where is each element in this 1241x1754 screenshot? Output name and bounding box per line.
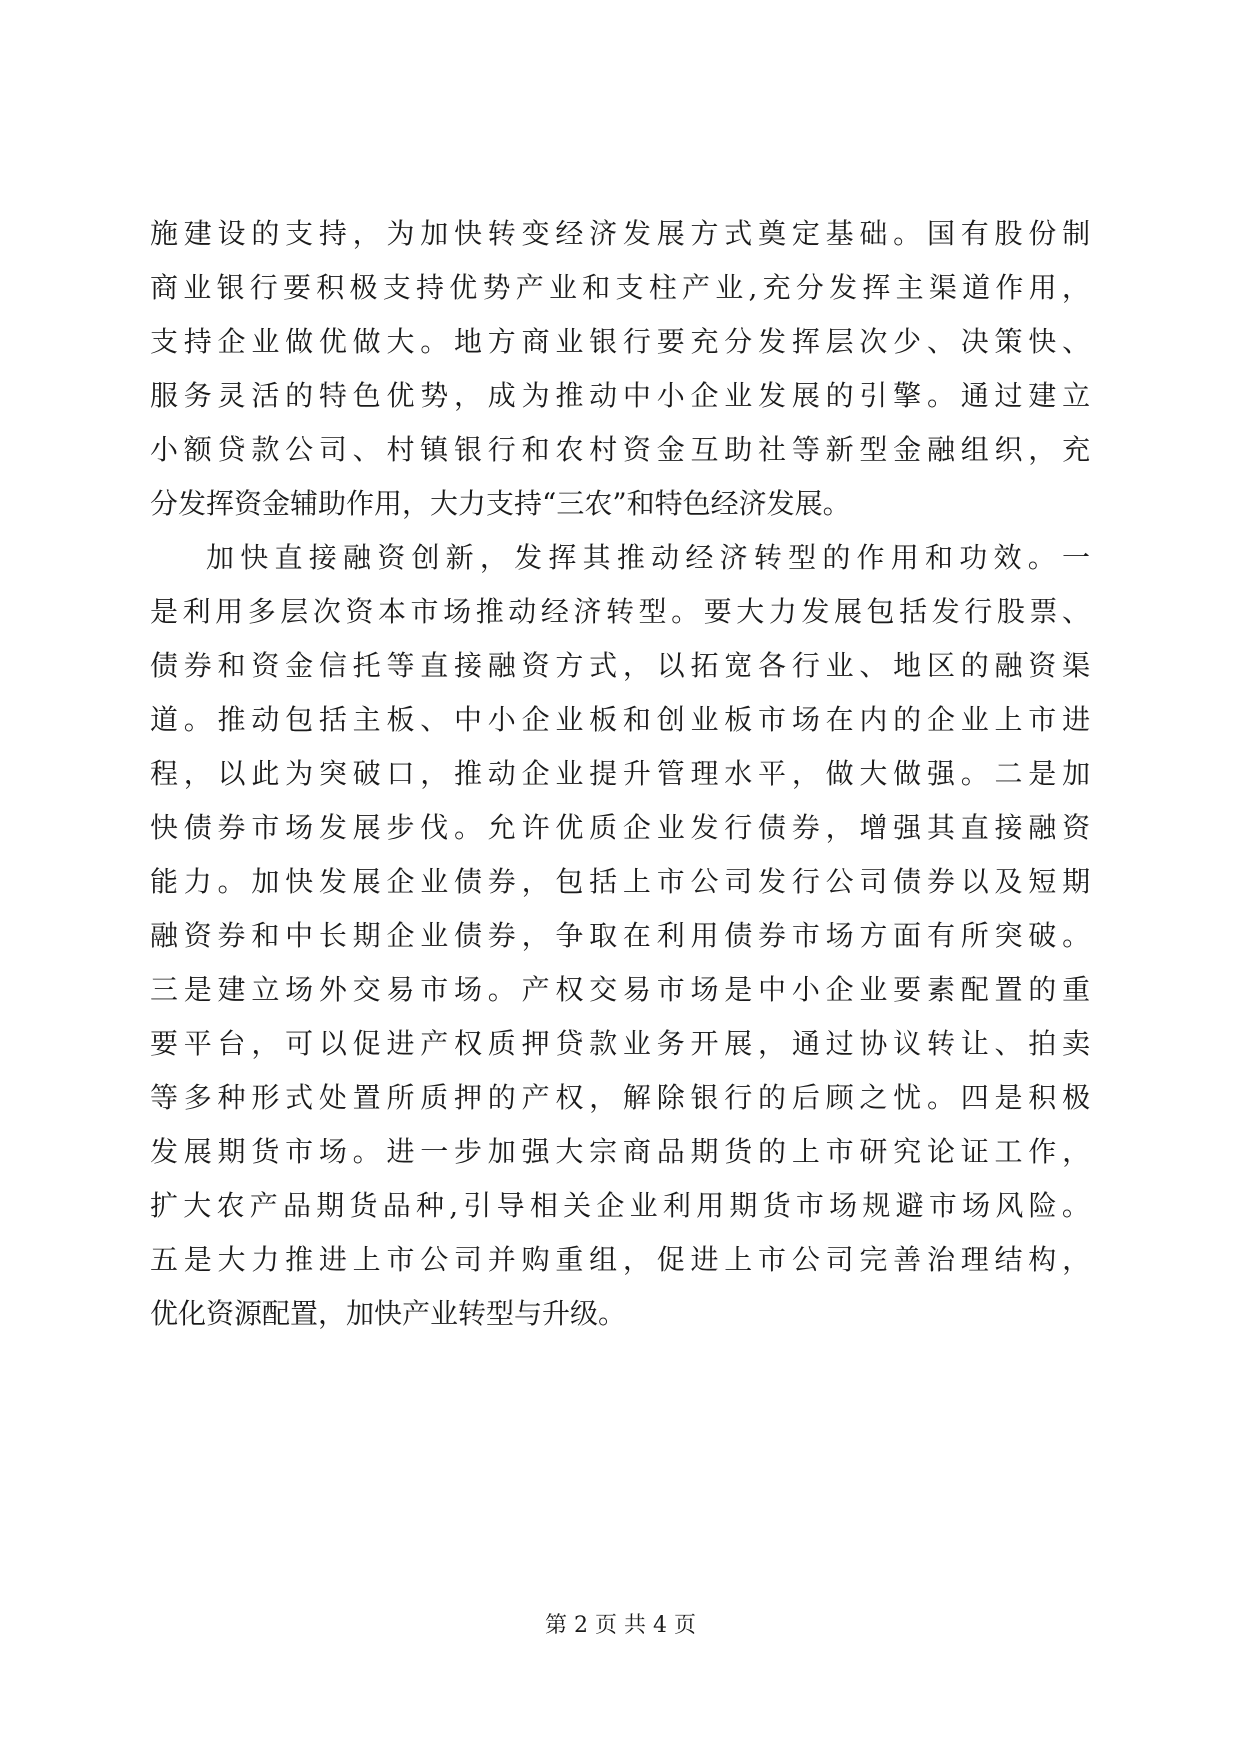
text-line: 发展期货市场。进一步加强大宗商品期货的上市研究论证工作， <box>150 1135 1096 1168</box>
text-line: 扩大农产品期货品种,引导相关企业利用期货市场规避市场风险。 <box>150 1189 1096 1222</box>
text-line: 融资券和中长期企业债券，争取在利用债券市场方面有所突破。 <box>150 919 1096 952</box>
text-line: 五是大力推进上市公司并购重组，促进上市公司完善治理结构， <box>150 1243 1096 1276</box>
text-line: 是利用多层次资本市场推动经济转型。要大力发展包括发行股票、 <box>150 595 1095 628</box>
text-line: 施建设的支持，为加快转变经济发展方式奠定基础。国有股份制 <box>150 217 1096 250</box>
text-line: 商业银行要积极支持优势产业和支柱产业,充分发挥主渠道作用， <box>150 271 1096 304</box>
paragraph-first-line: 加快直接融资创新，发挥其推动经济转型的作用和功效。一 <box>206 541 1097 574</box>
text-line: 要平台，可以促进产权质押贷款业务开展，通过协议转让、拍卖 <box>150 1027 1096 1060</box>
text-line: 快债券市场发展步伐。允许优质企业发行债券，增强其直接融资 <box>150 811 1096 844</box>
text-line: 道。推动包括主板、中小企业板和创业板市场在内的企业上市进 <box>150 703 1096 736</box>
page-footer: 第 2 页 共 4 页 <box>545 1613 696 1638</box>
text-line: 支持企业做优做大。地方商业银行要充分发挥层次少、决策快、 <box>150 325 1096 358</box>
text-line: 等多种形式处置所质押的产权，解除银行的后顾之忧。四是积极 <box>150 1081 1096 1114</box>
text-line: 服务灵活的特色优势，成为推动中小企业发展的引擎。通过建立 <box>150 379 1096 412</box>
text-line: 分发挥资金辅助作用，大力支持“三农”和特色经济发展。 <box>150 487 851 520</box>
text-line: 能力。加快发展企业债券，包括上市公司发行公司债券以及短期 <box>150 865 1096 898</box>
text-line: 小额贷款公司、村镇银行和农村资金互助社等新型金融组织，充 <box>150 433 1096 466</box>
text-line: 优化资源配置，加快产业转型与升级。 <box>150 1297 627 1330</box>
text-line: 三是建立场外交易市场。产权交易市场是中小企业要素配置的重 <box>150 973 1096 1006</box>
text-line: 程，以此为突破口，推动企业提升管理水平，做大做强。二是加 <box>150 757 1096 790</box>
text-line: 债券和资金信托等直接融资方式，以拓宽各行业、地区的融资渠 <box>150 649 1096 682</box>
